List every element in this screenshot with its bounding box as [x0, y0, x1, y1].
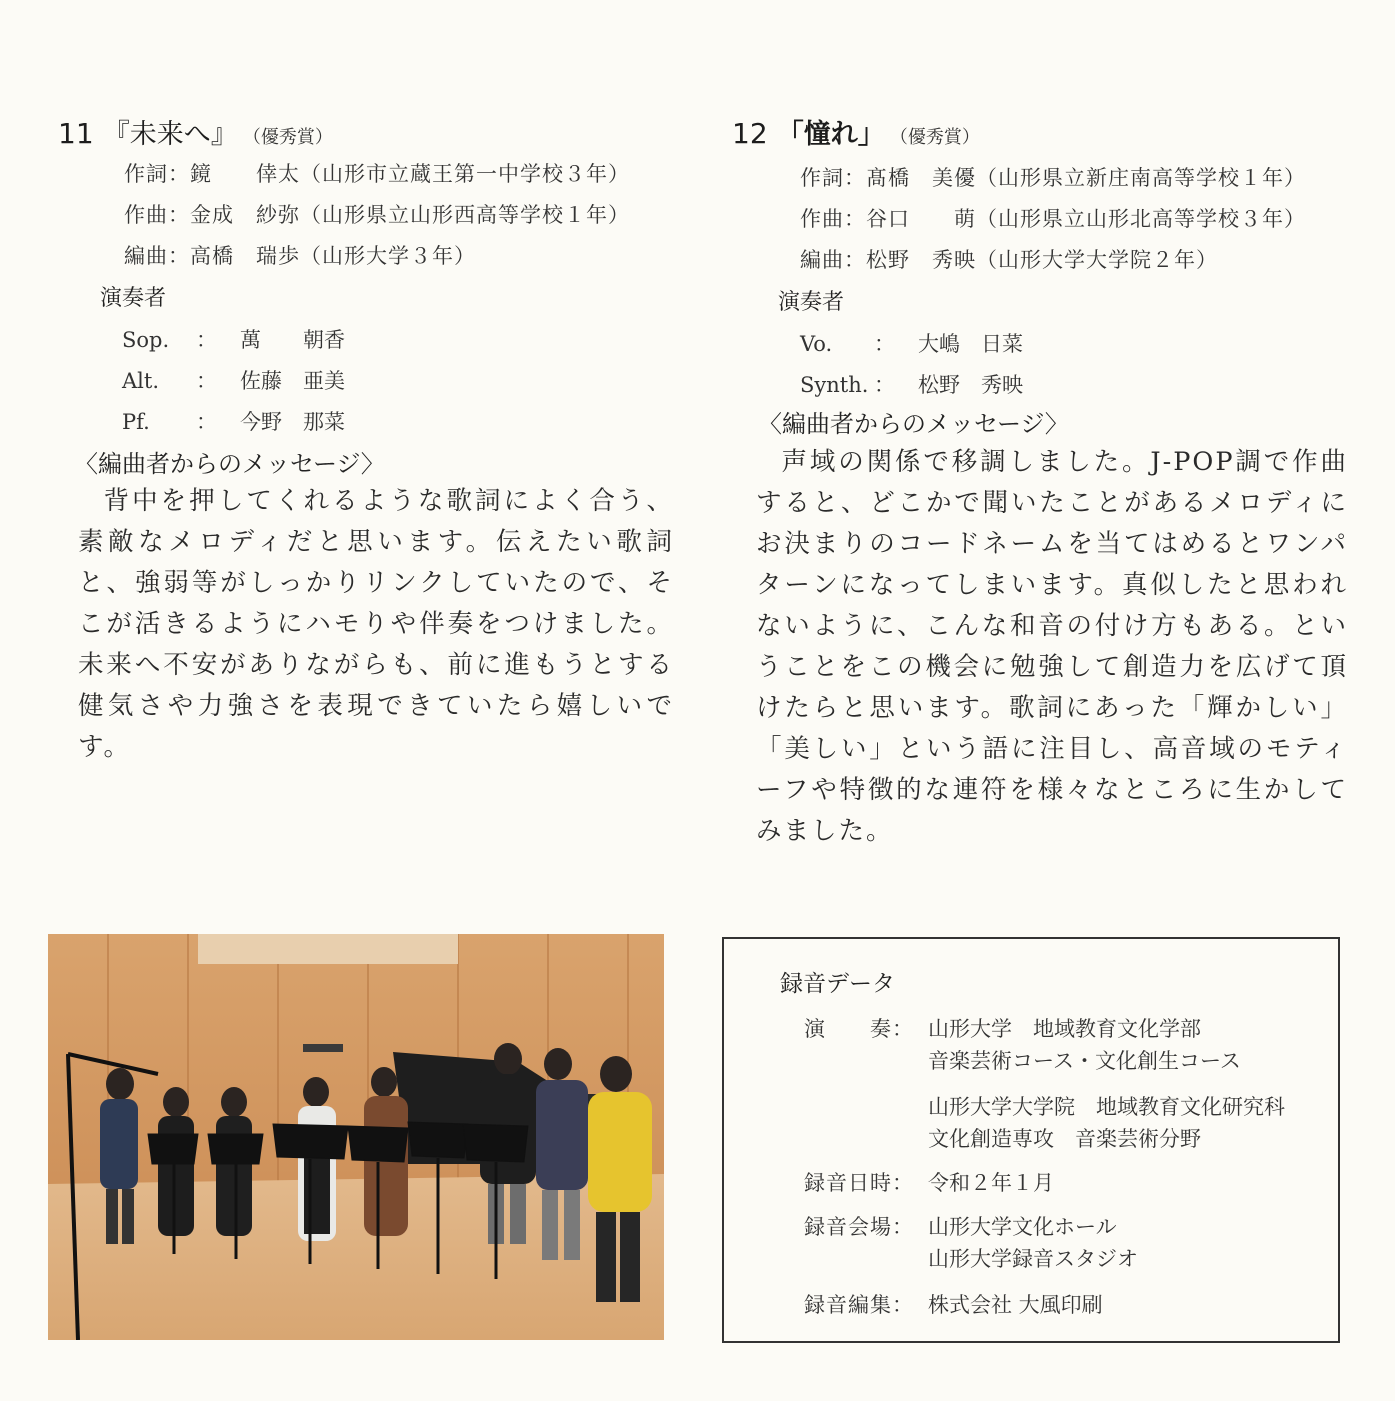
recording-value: 音楽芸術コース・文化創生コース: [928, 1049, 1241, 1073]
recording-heading: 録音データ: [780, 971, 895, 997]
credit-name: 谷口 萌: [866, 207, 976, 231]
recording-row-date: [804, 1167, 1054, 1197]
performer-sep: ：: [196, 328, 217, 352]
photo-illustration: [48, 934, 664, 1340]
performer-name: 萬 朝香: [240, 328, 345, 352]
song12-credit-lyrics: [800, 162, 1306, 192]
performer-part: Pf.: [122, 410, 150, 434]
credit-name: 高橋 瑞歩: [190, 244, 300, 268]
song11-performers-heading: 演奏者: [100, 286, 167, 311]
song11-message: 背中を押してくれるような歌詞によく合う、素敵なメロディだと思います。伝えたい歌詞と、強弱等がしっかりリンクしていたので、そこが活きるようにハモりや伴奏をつけました。未来へ不安がありながらも、前に進もうとする健気さや力強さを表現できていたら嬉しいです。: [78, 486, 674, 762]
performer-sep: ：: [196, 410, 217, 434]
recording-row-graduate: [928, 1091, 1285, 1121]
recording-value: 令和２年１月: [928, 1171, 1054, 1195]
performer-name: 大嶋 日菜: [918, 332, 1023, 356]
recording-row-editing: [804, 1289, 1103, 1319]
recording-label: 録音編集：: [804, 1293, 914, 1317]
rehearsal-photo: [48, 934, 664, 1340]
song12-number: 12: [732, 117, 768, 150]
song11-title: 『未来へ』: [102, 119, 238, 150]
credit-affiliation: （山形県立新庄南高等学校１年）: [976, 166, 1306, 190]
recording-value: 山形大学 地域教育文化学部: [928, 1017, 1201, 1041]
recording-row-graduate-line2: [928, 1123, 1201, 1153]
credit-name: 髙橋 美優: [866, 166, 976, 190]
song12-header: [732, 112, 980, 151]
song11-number: 11: [58, 117, 94, 150]
recording-row-performance-line2: [928, 1045, 1241, 1075]
performer-part: Sop.: [122, 328, 170, 352]
song12-credit-arranger: [800, 244, 1218, 274]
credit-role: 作詞：: [124, 162, 190, 186]
song11-performer-alt: [122, 365, 345, 395]
song11-award: （優秀賞）: [242, 127, 333, 148]
credit-role: 作曲：: [124, 203, 190, 227]
performer-name: 佐藤 亜美: [240, 369, 345, 393]
credit-name: 鏡 倖太: [190, 162, 300, 186]
credit-role: 作詞：: [800, 166, 866, 190]
performer-name: 松野 秀映: [918, 373, 1023, 397]
performer-sep: ：: [196, 369, 217, 393]
recording-value: 山形大学文化ホール: [928, 1215, 1117, 1239]
performer-part: Synth.: [800, 373, 869, 397]
credit-affiliation: （山形県立山形北高等学校３年）: [976, 207, 1306, 231]
performer-part: Alt.: [122, 369, 159, 393]
credit-affiliation: （山形市立蔵王第一中学校３年）: [300, 162, 630, 186]
song12-award: （優秀賞）: [889, 127, 980, 148]
recording-value: 山形大学大学院 地域教育文化研究科: [928, 1095, 1285, 1119]
recording-label: 録音会場：: [804, 1215, 914, 1239]
credit-name: 金成 紗弥: [190, 203, 300, 227]
recording-row-venue: [804, 1211, 1117, 1241]
performer-part: Vo.: [800, 332, 833, 356]
recording-row-performance: [804, 1013, 1201, 1043]
song12-message-heading: 〈編曲者からのメッセージ〉: [758, 410, 1069, 438]
recording-value: 文化創造専攻 音楽芸術分野: [928, 1127, 1201, 1151]
song11-credit-arranger: [124, 240, 476, 270]
song11-message-heading: 〈編曲者からのメッセージ〉: [74, 450, 385, 478]
song11-credit-lyrics: [124, 158, 630, 188]
credit-name: 松野 秀映: [866, 248, 976, 272]
song12-performers-heading: 演奏者: [778, 290, 845, 315]
song12-performer-vo: [800, 328, 1023, 358]
recording-label: 演 奏：: [804, 1017, 914, 1041]
performer-name: 今野 那菜: [240, 410, 345, 434]
song11-performer-pf: [122, 406, 345, 436]
song12-message: 声域の関係で移調しました。J-POP調で作曲すると、どこかで聞いたことがあるメロディにお決まりのコードネームを当てはめるとワンパターンになってしまいます。真似したと思われないように、こんな和音の付け方もある。ということをこの機会に勉強して創造力を広げて頂けたらと思います。歌詞にあった「輝かしい」「美しい」という語に注目し、高音域のモティーフや特徴的な連符を様々なところに生かしてみました。: [756, 447, 1348, 846]
recording-row-venue-line2: [928, 1243, 1138, 1273]
credit-role: 編曲：: [124, 244, 190, 268]
song12-performer-synth: [800, 369, 1023, 399]
song12-credit-composer: [800, 203, 1306, 233]
credit-affiliation: （山形大学大学院２年）: [976, 248, 1218, 272]
credit-role: 作曲：: [800, 207, 866, 231]
song11-header: [58, 112, 333, 151]
credit-affiliation: （山形県立山形西高等学校１年）: [300, 203, 630, 227]
song11-performer-sop: [122, 324, 345, 354]
recording-data-box: [722, 937, 1340, 1343]
recording-value: 株式会社 大風印刷: [928, 1293, 1103, 1317]
performer-sep: ：: [874, 373, 895, 397]
recording-value: 山形大学録音スタジオ: [928, 1247, 1138, 1271]
performer-sep: ：: [874, 332, 895, 356]
credit-affiliation: （山形大学３年）: [300, 244, 476, 268]
song12-title: 「憧れ」: [776, 119, 885, 150]
credit-role: 編曲：: [800, 248, 866, 272]
recording-label: 録音日時：: [804, 1171, 914, 1195]
song11-credit-composer: [124, 199, 630, 229]
